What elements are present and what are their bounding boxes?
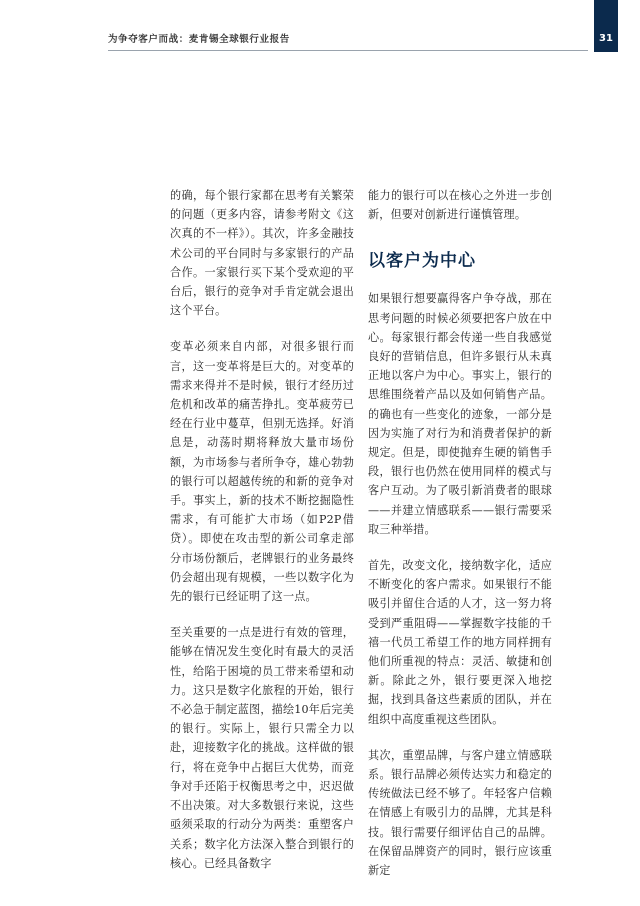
page-header [0, 0, 640, 80]
body-paragraph: 如果银行想要赢得客户争夺战，那在思考问题的时候必须要把客户放在中心。每家银行都会传递一些自我感觉良好的营销信息，但许多银行从未真正地以客户为中心。事实上，银行的思维围绕着产品以及如何销售产品。的确也有一些变化的迹象，一部分是因为实施了对行为和消费者保护的新规定。但是，即使抛弃生硬的销售手段，银行也仍然在使用同样的模式与客户互动。为了吸引新消费者的眼球——并建立情感联系——银行需要采取三种举措。 [368, 292, 552, 536]
left-text-column [170, 186, 354, 890]
body-paragraph: 的确，每个银行家都在思考有关繁荣的问题（更多内容，请参考附文《这次真的不一样》）。其次，许多金融技术公司的平台同时与多家银行的产品合作。一家银行买下某个受欢迎的平台后，银行的竞争对手肯定就会退出这个平台。 [170, 189, 354, 318]
body-paragraph: 其次，重塑品牌，与客户建立情感联系。银行品牌必须传达实力和稳定的传统做法已经不够了。年轻客户信赖在情感上有吸引力的品牌，尤其是科技。银行需要仔细评估自己的品牌。在保留品牌资产的同时，银行应该重新定 [368, 748, 552, 878]
section-heading: 以客户为中心 [368, 251, 476, 272]
running-header-title: 为争夺客户而战：麦肯锡全球银行业报告 [108, 34, 290, 45]
page-number: 31 [599, 33, 613, 44]
body-paragraph: 能力的银行可以在核心之外进一步创新，但要对创新进行谨慎管理。 [368, 189, 552, 222]
body-paragraph: 至关重要的一点是进行有效的管理，能够在情况发生变化时有最大的灵活性，给陷于困境的员工带来希望和动力。这只是数字化旅程的开始，银行不必急于制定蓝图，描绘10年后完美的银行。实际上，银行只需全力以赴，迎接数字化的挑战。这样做的银行，将在竞争中占据巨大优势，而竞争对手还陷于权衡思考之中，迟迟做不出决策。对大多数银行来说，这些亟须采取的行动分为两类：重塑客户关系；数字化方法深入整合到银行的核心。已经具备数字 [170, 626, 354, 870]
header-divider [108, 50, 588, 51]
page-number-tab [594, 0, 618, 52]
body-paragraph: 首先，改变文化，接纳数字化，适应不断变化的客户需求。如果银行不能吸引并留住合适的人才，这一努力将受到严重阻碍——掌握数字技能的千禧一代员工希望工作的地方同样拥有他们所重视的特点：灵活、敏捷和创新。除此之外，银行要更深入地挖掘，找到具备这些素质的团队，并在组织中高度重视这些团队。 [368, 559, 552, 726]
right-text-column [368, 186, 552, 897]
body-paragraph: 变革必须来自内部，对很多银行而言，这一变革将是巨大的。对变革的需求来得并不是时候，银行才经历过危机和改革的痛苦挣扎。变革疲劳已经在行业中蔓草，但别无选择。好消息是，动荡时期将释放大量市场份额，为市场参与者所争夺，雄心勃勃的银行可以超越传统的和新的竞争对手。事实上，新的技术不断挖掘隐性需求，有可能扩大市场（如P2P借贷）。即使在攻击型的新公司拿走部分市场份额后，老牌银行的业务最终仍会超出现有规模，一些以数字化为先的银行已经证明了这一点。 [170, 340, 354, 604]
